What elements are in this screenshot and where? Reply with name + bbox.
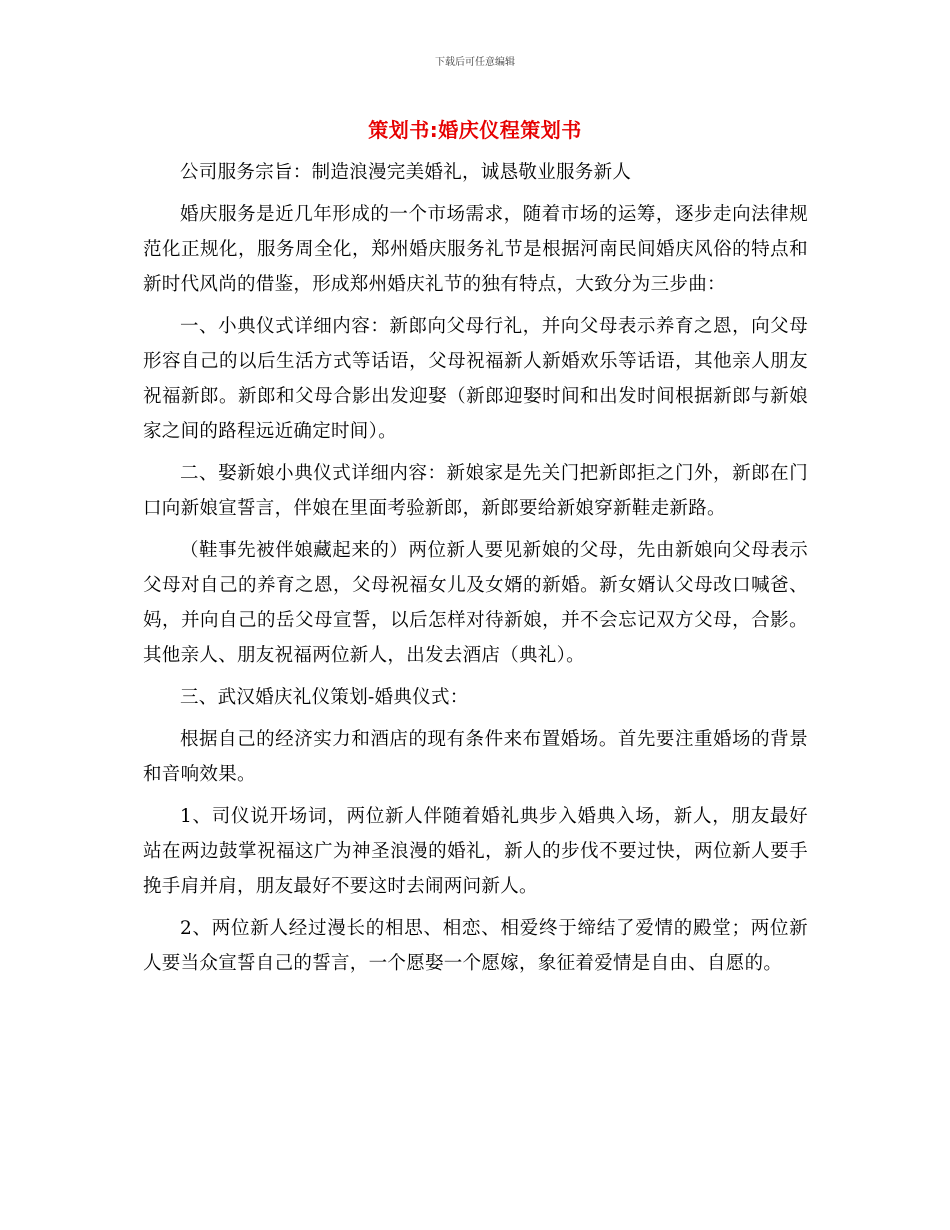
document-body (143, 155, 808, 988)
paragraph-2: 婚庆服务是近几年形成的一个市场需求，随着市场的运筹，逐步走向法律规范化正规化，服务周全化，郑州婚庆服务礼节是根据河南民间婚庆风俗的特点和新时代风尚的借鉴，形成郑州婚庆礼节的独有特点，大致分为三步曲： (143, 204, 808, 295)
paragraph-9: 2、两位新人经过漫长的相思、相恋、相爱终于缔结了爱情的殿堂；两位新人要当众宣誓自己的誓言，一个愿娶一个愿嫁，象征着爱情是自由、自愿的。 (143, 918, 808, 974)
paragraph-8: 1、司仪说开场词，两位新人伴随着婚礼典步入婚典入场，新人，朋友最好站在两边鼓掌祝福这广为神圣浪漫的婚礼，新人的步伐不要过快，两位新人要手挽手肩并肩，朋友最好不要这时去闹两问新人。 (143, 806, 808, 897)
paragraph-4: 二、娶新娘小典仪式详细内容：新娘家是先关门把新郎拒之门外，新郎在门口向新娘宣誓言，伴娘在里面考验新郎，新郎要给新娘穿新鞋走新路。 (143, 463, 808, 519)
paragraph-6: 三、武汉婚庆礼仪策划-婚典仪式： (180, 687, 469, 708)
header-note: 下载后可任意编辑 (435, 57, 515, 68)
paragraph-7: 根据自己的经济实力和酒店的现有条件来布置婚场。首先要注重婚场的背景和音响效果。 (143, 729, 808, 785)
paragraph-5: （鞋事先被伴娘藏起来的）两位新人要见新娘的父母，先由新娘向父母表示父母对自己的养育之恩，父母祝福女儿及女婿的新婚。新女婿认父母改口喊爸、妈，并向自己的岳父母宣誓，以后怎样对待新娘，并不会忘记双方父母，合影。其他亲人、朋友祝福两位新人，出发去酒店（典礼）。 (143, 540, 808, 666)
document-title: 策划书:婚庆仪程策划书 (368, 118, 582, 142)
paragraph-1: 公司服务宗旨：制造浪漫完美婚礼，诚恳敬业服务新人 (180, 162, 632, 183)
paragraph-3: 一、小典仪式详细内容：新郎向父母行礼，并向父母表示养育之恩，向父母形容自己的以后生活方式等话语，父母祝福新人新婚欢乐等话语，其他亲人朋友祝福新郎。新郎和父母合影出发迎娶（新郎迎娶时间和出发时间根据新郎与新娘家之间的路程远近确定时间）。 (143, 316, 808, 442)
